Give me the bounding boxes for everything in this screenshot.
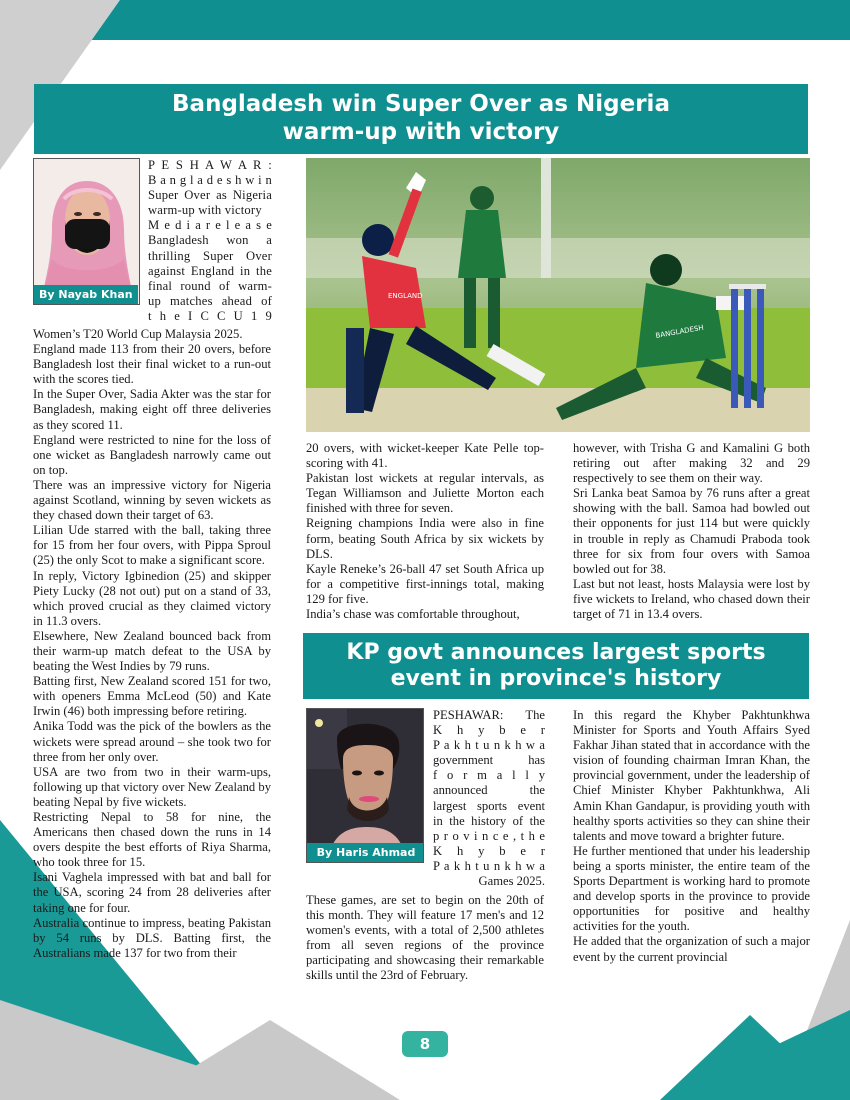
cricket-match-photo xyxy=(306,158,810,432)
intro-line: f o r m a l l y xyxy=(433,768,545,783)
paragraph: He added that the organization of such a major event by the current provincial xyxy=(573,934,810,964)
author-portrait-nayab-khan xyxy=(33,158,140,305)
intro-line: up matches ahead of xyxy=(148,293,272,308)
intro-line: t h e I C C U 1 9 xyxy=(148,308,272,323)
paragraph: Sri Lanka beat Samoa by 76 runs after a great showing with the ball. Samoa had bowled out their opponents for just 114 but were quickly in trouble in reply as Chamudi Praboda took three for six from four overs with Samoa bowled out for 38. xyxy=(573,486,810,576)
paragraph: In reply, Victory Igbinedion (25) and skipper Piety Lucky (28 not out) put on a stand of 33, which proved crucial as they claimed victory in 11.3 overs. xyxy=(33,568,271,628)
article1-byline: By Nayab Khan xyxy=(34,285,138,304)
paragraph: Women’s T20 World Cup Malaysia 2025. xyxy=(33,327,243,341)
intro-line: government has xyxy=(433,753,545,768)
article2-intro-text xyxy=(433,708,545,889)
intro-line: P a k h t u n k h w a xyxy=(433,738,545,753)
paragraph: Last but not least, hosts Malaysia were lost by five wickets to Ireland, who chased down their target of 71 in 13.4 overs. xyxy=(573,576,810,622)
intro-line: Super Over as Nigeria xyxy=(148,188,272,203)
paragraph: Anika Todd was the pick of the bowlers as the wickets were spread around – she took two for three from her only over. xyxy=(33,719,271,764)
article1-column-2 xyxy=(306,441,544,622)
paragraph: Kayle Reneke’s 26-ball 47 set South Africa up for a competitive first-innings total, making 129 for five. xyxy=(306,561,544,606)
paragraph: There was an impressive victory for Nigeria against Scotland, winning by seven wickets as they chased down their target of 63. xyxy=(33,477,271,523)
article2-column-1 xyxy=(306,893,544,984)
intro-line: final round of warm- xyxy=(148,278,272,293)
article1-column-3 xyxy=(573,441,810,622)
paragraph: Pakistan lost wickets at regular intervals, as Tegan Williamson and Juliette Morton each finished with three for seven. xyxy=(306,471,544,516)
intro-line: K h y b e r xyxy=(433,843,545,858)
paragraph: These games, are set to begin on the 20th of this month. They will feature 17 men's and 12 women's events, with a total of 2,500 athletes from all seven regions of the province participating and showcasing their remarkable skills until the 23rd of February. xyxy=(306,893,544,983)
paragraph: Reigning champions India were also in fine form, beating South Africa by six wickets by DLS. xyxy=(306,516,544,561)
article1-column-1 xyxy=(33,327,271,961)
cricket-photo-illustration xyxy=(306,158,810,432)
paragraph: 20 overs, with wicket-keeper Kate Pelle top-scoring with 41. xyxy=(306,441,544,471)
article1-headline xyxy=(34,84,808,154)
article1-intro-text xyxy=(148,158,272,324)
intro-line: P a k h t u n k h w a xyxy=(433,858,545,873)
intro-line: in the history of the xyxy=(433,813,545,828)
paragraph: Isani Vaghela impressed with bat and ball for the USA, scoring 24 from 28 deliveries after taking one for four. xyxy=(33,870,271,915)
intro-line: Bangladesh won a xyxy=(148,233,272,248)
article1-headline-line2: warm-up with victory xyxy=(282,119,560,145)
portrait-illustration xyxy=(307,709,424,863)
jersey-text-bangladesh: BANGLADESH xyxy=(654,323,705,340)
paragraph: USA are two from two in their warm-ups, following up that victory over New Zealand by beating Nepal by five wickets. xyxy=(33,764,271,809)
intro-line: K h y b e r xyxy=(433,723,545,738)
author-portrait-haris-ahmad xyxy=(306,708,424,863)
intro-line: thrilling Super Over xyxy=(148,248,272,263)
decorative-triangle-bottom-right-teal xyxy=(660,1010,850,1100)
paragraph: In this regard the Khyber Pakhtunkhwa Minister for Sports and Youth Affairs Syed Fakhar Jihan stated that in accordance with the vision of founding chairman Imran Khan, the provincial government, under the leadership of Chief Minister Khyber Pakhtunkhwa, Ali Amin Khan Gandapur, is providing youth with healthy sports activities so they can shine their talents and move toward a brighter future. xyxy=(573,708,810,843)
paragraph: Elsewhere, New Zealand bounced back from their warm-up match defeat to the USA by beating the West Indies by 79 runs. xyxy=(33,628,271,674)
portrait-illustration xyxy=(34,159,140,305)
decorative-triangle-bottom-center xyxy=(140,1020,400,1100)
paragraph: He further mentioned that under his leadership being a sports minister, the entire team of the Sports Department is working hard to promote and develop sports in the province to provide opportunities for positive and healthy activities for the youth. xyxy=(573,843,810,934)
intro-line: PESHAWAR: The xyxy=(433,708,545,722)
paragraph: India’s chase was comfortable throughout, xyxy=(306,607,520,622)
intro-line: announced the xyxy=(433,783,545,798)
paragraph: England were restricted to nine for the loss of one wicket as Bangladesh narrowly came out on top. xyxy=(33,432,271,477)
paragraph: Lilian Ude starred with the ball, taking three for 15 from her four overs, with Pippa Sproul (25) the only Scot to make a significant score. xyxy=(33,523,271,568)
jersey-text-england: ENGLAND xyxy=(388,292,423,300)
top-color-band xyxy=(0,0,850,40)
paragraph: England made 113 from their 20 overs, before Bangladesh lost their final wicket to a run-out with the scores tied. xyxy=(33,342,271,387)
article2-headline-line1: KP govt announces largest sports xyxy=(346,639,766,665)
article1-headline-line1: Bangladesh win Super Over as Nigeria xyxy=(172,91,670,118)
page-number-badge: 8 xyxy=(402,1031,448,1057)
intro-line: B a n g l a d e s h w i n xyxy=(148,173,272,188)
paragraph: In the Super Over, Sadia Akter was the star for Bangladesh, making eight off three deliveries as they scored 11. xyxy=(33,387,271,432)
intro-line: against England in the xyxy=(148,263,272,278)
paragraph: however, with Trisha G and Kamalini G both retiring out after making 32 and 29 respectively to see them on their way. xyxy=(573,441,810,486)
intro-line: Games 2025. xyxy=(478,874,545,889)
intro-line: P E S H A W A R : xyxy=(148,158,272,172)
paragraph: Australia continue to impress, beating Pakistan by 54 runs by DLS. Batting first, the Australians made 137 for two from their xyxy=(33,915,271,960)
intro-line: M e d i a r e l e a s e xyxy=(148,218,272,233)
paragraph: Batting first, New Zealand scored 151 for two, with openers Emma McLeod (50) and Kate Irwin (46) both impressing before retiring. xyxy=(33,674,271,719)
intro-line: warm-up with victory xyxy=(148,203,262,218)
article2-column-2 xyxy=(573,708,810,965)
intro-line: largest sports event xyxy=(433,798,545,813)
article2-headline xyxy=(303,633,809,699)
intro-line: p r o v i n c e , t h e xyxy=(433,828,545,843)
article2-headline-line2: event in province's history xyxy=(390,666,722,691)
paragraph: Restricting Nepal to 58 for nine, the Americans then chased down the runs in 14 overs despite the best efforts of Riya Sharma, who took three for 15. xyxy=(33,810,271,870)
article2-byline: By Haris Ahmad xyxy=(307,843,424,862)
